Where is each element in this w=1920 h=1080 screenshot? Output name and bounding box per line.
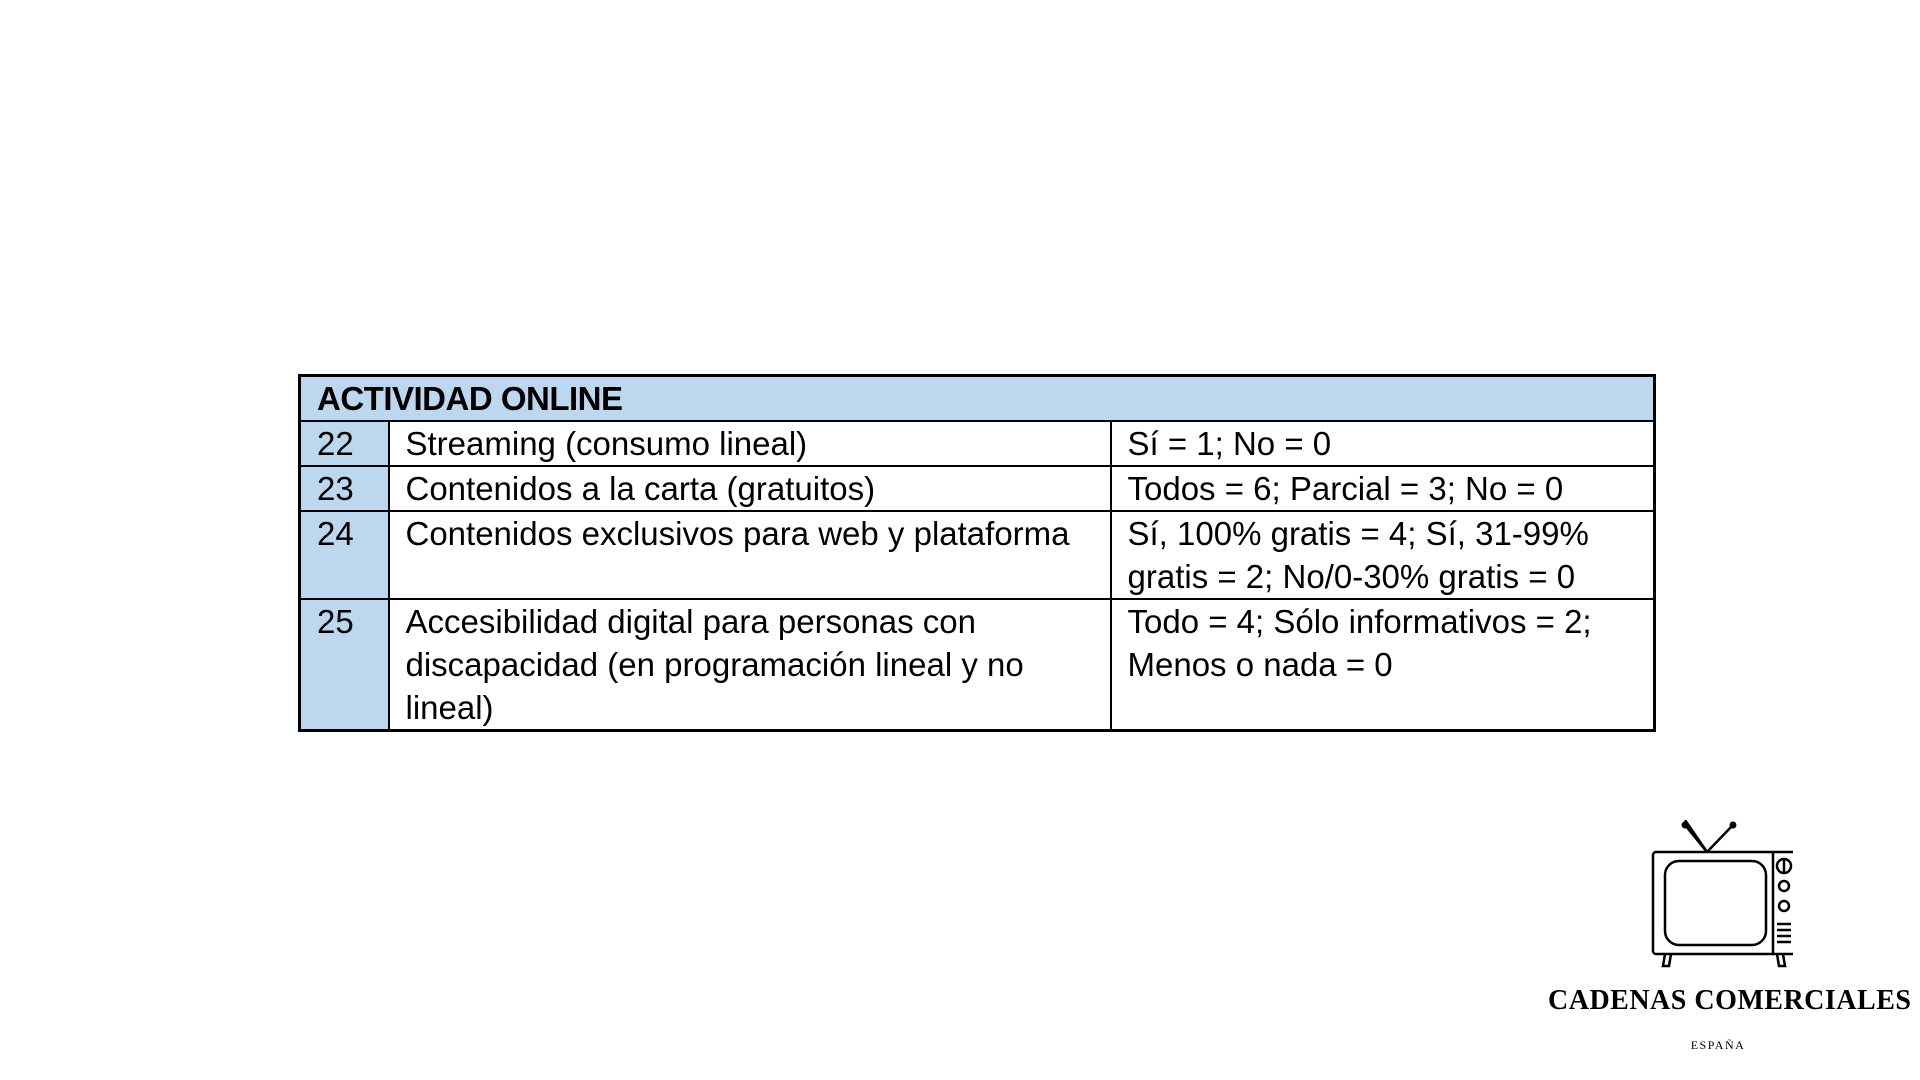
row-number: 25 <box>300 599 389 731</box>
row-description: Contenidos a la carta (gratuitos) <box>389 466 1111 511</box>
table-row <box>300 511 1655 599</box>
brand-subtitle: ESPAÑA <box>1690 1038 1746 1052</box>
brand-name: CADENAS COMERCIALES <box>1548 985 1912 1016</box>
row-scoring: Sí = 1; No = 0 <box>1111 421 1655 466</box>
row-scoring: Todo = 4; Sólo informativos = 2; Menos o nada = 0 <box>1111 599 1655 731</box>
row-number: 23 <box>300 466 389 511</box>
criteria-table <box>298 374 1656 732</box>
section-header: ACTIVIDAD ONLINE <box>300 376 1655 422</box>
row-scoring: Todos = 6; Parcial = 3; No = 0 <box>1111 466 1655 511</box>
tv-icon <box>1643 820 1793 970</box>
table-row <box>300 466 1655 511</box>
row-description: Accesibilidad digital para personas con discapacidad (en programación lineal y no lineal) <box>389 599 1111 731</box>
row-number: 24 <box>300 511 389 599</box>
row-number: 22 <box>300 421 389 466</box>
table-row <box>300 599 1655 731</box>
row-scoring: Sí, 100% gratis = 4; Sí, 31-99% gratis = 2; No/0-30% gratis = 0 <box>1111 511 1655 599</box>
brand-logo <box>1548 820 1912 1060</box>
table-header-row <box>300 376 1655 422</box>
row-description: Streaming (consumo lineal) <box>389 421 1111 466</box>
row-description: Contenidos exclusivos para web y plataforma <box>389 511 1111 599</box>
table-row <box>300 421 1655 466</box>
